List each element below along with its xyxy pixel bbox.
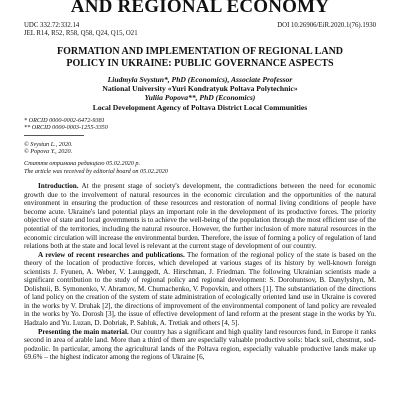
jel-code: JEL R14, R52, R58, Q58, Q24, Q15, O21 bbox=[24, 30, 138, 37]
article-title-line: FORMATION AND IMPLEMENTATION OF REGIONAL LAND bbox=[56, 46, 344, 57]
copyright-line: © Popova Y., 2020. bbox=[24, 148, 73, 156]
section-heading: A review of recent researches and publications. bbox=[38, 250, 185, 259]
doi-link[interactable]: DOI 10.26906/EiR.2020.1(76).1930 bbox=[277, 22, 376, 29]
classification-codes bbox=[24, 22, 138, 38]
submission-line: Стаття отримана редакцією 05.02.2020 р. bbox=[24, 160, 141, 168]
article-meta bbox=[24, 22, 376, 38]
submission-block bbox=[24, 160, 376, 175]
paragraph-text: Our country has a significant and high quality land resources fund, in Europe it ranks second in area of arable land. More than a third of them are especially valuable productive soils: black soil, chestnut, sod-podzolic. In particular, among the agricultural lands of the Poltava region, especially valuable productive lands make up 69.6% – the highest indicator among the regions of Ukraine [6, bbox=[24, 327, 376, 362]
copyright-line: © Svystun L., 2020. bbox=[24, 140, 73, 148]
paragraph-review bbox=[24, 251, 376, 328]
section-heading: Presenting the main material. bbox=[38, 327, 129, 336]
paragraph-text: The formation of the regional policy of the state is based on the theory of the location of productive forces, which developed at various stages of its history by well-known foreign scientists J. Fyunen, A. Weber, V. Launggedt, A. Hirschman, J. Friedman. The following Ukrainian scientists made a significant contribution to the study of regional policy and regional development: S. Dorohuntsov, B. Danylyshyn, M. Dolishnii, B. Symonenko, V. Abramov, M. Chumachenko, V. Popovkin, and others [1]. The substantiation of the directions of land policy on the creation of the system of state administration of ecologically oriented land use in Ukraine is covered in the works by V. Druhak [2], the directions of improvement of the environmental component of land policy are revealed in the works by Yo. Dorosh [3], the issue of effective development of land reform at the present stage in the works by Yu. Hadzalo and Yu. Luzan, D. Dobriak, P. Sabluk, A. Tretiak and others [4, 5]. bbox=[24, 250, 376, 327]
orcid-block bbox=[24, 117, 376, 132]
submission-line: The article was received by editorial board on 05.02.2020 bbox=[24, 167, 168, 175]
copyright-block bbox=[24, 141, 376, 156]
author-affiliation: Local Development Agency of Poltava District Local Communities bbox=[92, 102, 308, 112]
author-affiliation: National University «Yuri Kondratyuk Poltava Polytechnic» bbox=[102, 84, 298, 94]
udc-code: UDC 332.72:332.14 bbox=[24, 22, 80, 29]
author-name: Liudmyla Svystun*, PhD (Economics), Associate Professor bbox=[107, 75, 293, 84]
paragraph-introduction bbox=[24, 182, 376, 250]
orcid-line[interactable]: * ORCID 0000-0002-6472-9381 bbox=[24, 116, 105, 124]
orcid-line[interactable]: ** ORCID 0000-0003-1255-3350 bbox=[24, 124, 108, 132]
divider bbox=[24, 135, 84, 136]
author-name: Yuliia Popova**, PhD (Economics) bbox=[144, 93, 256, 103]
journal-title: AND REGIONAL ECONOMY bbox=[70, 0, 330, 17]
article-title-line: POLICY IN UKRAINE: PUBLIC GOVERNANCE ASPECTS bbox=[66, 58, 334, 69]
article-body bbox=[24, 182, 376, 361]
section-heading: Introduction. bbox=[38, 182, 79, 191]
paragraph-text: At the present stage of society's development, the contradictions between the need for economic growth due to the involvement of natural resources in the economic circulation and the opportunities of the natural environment in ensuring the production of these resources and restoration of normal living conditions of people have become acute. Ukraine's land potential plays an important role in the development of its productive forces. The priority objective of state and local governments is to achieve the well-being of the population through the most efficient use of the potential of the territories, including the natural resource. However, the further inclusion of more natural resources in the economic circulation will increase the environmental burden. Therefore, the issue of forming a policy of regulation of land relations both at the state and local level is relevant at the current stage of development of our country. bbox=[24, 182, 376, 251]
author-block bbox=[24, 75, 376, 112]
paragraph-main bbox=[24, 328, 376, 362]
article-title bbox=[24, 46, 376, 70]
